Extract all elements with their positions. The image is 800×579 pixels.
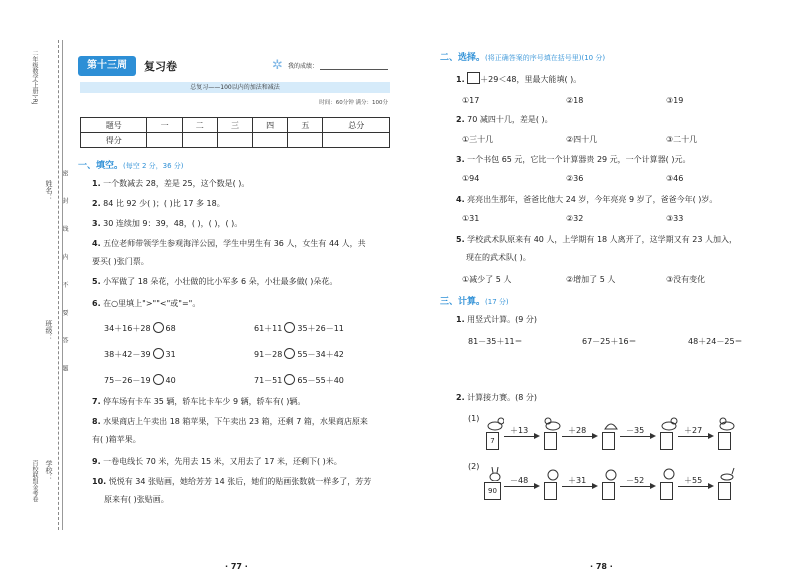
- relay-arrow: [620, 486, 652, 487]
- question-number: 2.: [92, 199, 101, 208]
- question-2: [92, 198, 225, 210]
- arrowhead-icon: [650, 483, 656, 489]
- margin-name-label: 姓名：: [45, 180, 53, 201]
- question-number: 1.: [456, 75, 465, 84]
- option[interactable]: ②36: [566, 174, 584, 183]
- score-input-cell[interactable]: [147, 133, 182, 148]
- monkey-icon: [660, 466, 678, 480]
- relay-op: ＋13: [510, 426, 529, 435]
- question-7: [92, 396, 305, 408]
- vertical-calc-item[interactable]: 48＋24－25＝: [688, 337, 743, 346]
- option[interactable]: ②18: [566, 96, 584, 105]
- margin-school-label: 学校：: [45, 460, 53, 481]
- question-number: 8.: [92, 417, 101, 426]
- animal-icon: [486, 416, 504, 430]
- vertical-calc-item[interactable]: 67－25＋16＝: [582, 337, 637, 346]
- option[interactable]: ③19: [666, 96, 684, 105]
- animal-icon: [660, 416, 678, 430]
- relay-arrow: [678, 436, 710, 437]
- option[interactable]: ③二十几: [666, 135, 698, 144]
- star-icon: ✲: [272, 58, 283, 73]
- question-number: 5.: [456, 235, 465, 244]
- question-number: 6.: [92, 299, 101, 308]
- relay-answer-box[interactable]: [602, 482, 615, 500]
- question-text: 用竖式计算。(9 分): [467, 315, 538, 324]
- relay-start-box: 90: [484, 482, 501, 500]
- question-text: 要买( )张门票。: [92, 257, 149, 266]
- margin-bottom-label: 百校联盟金考卷: [31, 460, 38, 502]
- relay-label: (2): [468, 462, 480, 471]
- relay-arrow: [562, 436, 594, 437]
- choice-question-5: [456, 234, 737, 246]
- rabbit-icon: [486, 466, 504, 480]
- arrowhead-icon: [708, 483, 714, 489]
- week-badge: 第十三周: [78, 56, 136, 76]
- compare-row: [254, 374, 344, 386]
- score-input-cell[interactable]: [323, 133, 390, 148]
- compare-expr: 55－34＋42: [297, 350, 344, 359]
- calc-question-2: [456, 392, 537, 404]
- section-note: (将正确答案的序号填在括号里)(10 分): [485, 54, 606, 62]
- compare-expr: 34＋16＋28: [104, 324, 151, 333]
- question-number: 2.: [456, 393, 465, 402]
- page-number: · 77 ·: [225, 562, 248, 571]
- question-text: ＋29＜48，里最大能填( )。: [480, 75, 582, 84]
- table-cell: 五: [288, 118, 323, 133]
- margin-grade-label: 二年级数学(上册)·RJ: [31, 50, 38, 105]
- compare-circle[interactable]: [284, 322, 295, 333]
- question-9: [92, 456, 342, 468]
- right-page: [400, 0, 800, 579]
- section-fill-blank-heading: [78, 158, 184, 171]
- question-text: 停车场有卡车 35 辆，轿车比卡车少 9 辆，轿车有( )辆。: [103, 397, 306, 406]
- grade-blank[interactable]: [320, 69, 388, 70]
- question-number: 4.: [456, 195, 465, 204]
- choice-question-5-cont: [466, 252, 531, 264]
- question-text: 一卷电线长 70 米，先用去 15 米，又用去了 17 米，还剩下( )米。: [103, 457, 342, 466]
- section-note: (每空 2 分，36 分): [123, 162, 184, 170]
- table-cell: 四: [253, 118, 288, 133]
- cat-icon: [544, 466, 562, 480]
- score-input-cell[interactable]: [182, 133, 217, 148]
- table-cell: 得分: [81, 133, 147, 148]
- relay-answer-box[interactable]: [718, 482, 731, 500]
- compare-expr: 40: [165, 376, 176, 385]
- relay-arrow: [504, 436, 536, 437]
- compare-expr: 68: [165, 324, 176, 333]
- vertical-calc-item[interactable]: 81－35＋11＝: [468, 337, 523, 346]
- question-number: 4.: [92, 239, 101, 248]
- question-number: 5.: [92, 277, 101, 286]
- question-number: 2.: [456, 115, 465, 124]
- choice-question-4: [456, 194, 717, 206]
- table-cell: 三: [217, 118, 252, 133]
- compare-circle[interactable]: [284, 348, 295, 359]
- question-number: 3.: [456, 155, 465, 164]
- compare-row: [104, 322, 176, 334]
- score-table-header-row: [81, 118, 390, 133]
- compare-row: [254, 348, 344, 360]
- question-number: 1.: [92, 179, 101, 188]
- question-8-cont: [92, 434, 141, 446]
- grade-label: 我的成绩：: [288, 63, 319, 70]
- time-info: 时间：60分钟 满分：100分: [319, 100, 388, 106]
- arrowhead-icon: [708, 433, 714, 439]
- compare-expr: 61＋11: [254, 324, 283, 333]
- page-number: · 78 ·: [590, 562, 613, 571]
- question-10-cont: [104, 494, 169, 506]
- compare-expr: 38＋42－39: [104, 350, 151, 359]
- arrowhead-icon: [534, 433, 540, 439]
- question-8: [92, 416, 368, 428]
- compare-row: [104, 348, 176, 360]
- page-title: 复习卷: [144, 60, 177, 73]
- question-text: 小军做了 18 朵花，小壮做的比小军多 6 朵，小壮最多做( )朵花。: [103, 277, 338, 286]
- question-3: [92, 218, 242, 230]
- question-number: 9.: [92, 457, 101, 466]
- arrowhead-icon: [592, 433, 598, 439]
- compare-circle[interactable]: [153, 374, 164, 385]
- option[interactable]: ①减少了 5 人: [462, 275, 512, 284]
- relay-answer-box[interactable]: [660, 432, 673, 450]
- question-text: 原来有( )张贴画。: [104, 495, 169, 504]
- option[interactable]: ②32: [566, 214, 584, 223]
- relay-arrow: [562, 486, 594, 487]
- seal-dashed-line: [58, 40, 59, 530]
- section-title: 三、计算。: [440, 297, 486, 307]
- page-header: [78, 52, 390, 82]
- relay-answer-box[interactable]: [544, 482, 557, 500]
- table-cell: 总分: [323, 118, 390, 133]
- question-text: 学校武术队原来有 40 人，上学期有 18 人离开了，这学期又有 23 人加入，: [467, 235, 737, 244]
- compare-expr: 31: [165, 350, 176, 359]
- option[interactable]: ②四十几: [566, 135, 598, 144]
- arrowhead-icon: [650, 433, 656, 439]
- deer-icon: [718, 466, 736, 480]
- question-number: 1.: [456, 315, 465, 324]
- calc-question-1: [456, 314, 537, 326]
- animal-icon: [544, 416, 562, 430]
- section-calc-heading: [440, 294, 509, 307]
- section-title: 一、填空。: [78, 161, 124, 171]
- choice-question-2: [456, 114, 553, 126]
- question-5: [92, 276, 337, 288]
- question-text: 计算接力赛。(8 分): [467, 393, 538, 402]
- relay-start-box: 7: [486, 432, 499, 450]
- question-text: 水果商店上午卖出 18 箱苹果，下午卖出 23 箱，还剩 7 箱，水果商店原来: [103, 417, 368, 426]
- relay-answer-box[interactable]: [718, 432, 731, 450]
- question-4-cont: [92, 256, 149, 268]
- option[interactable]: ③没有变化: [666, 275, 706, 284]
- score-table-score-row: [81, 133, 390, 148]
- option[interactable]: ①31: [462, 214, 480, 223]
- question-6: [92, 298, 200, 310]
- question-text: 在○里填上">""<"或"="。: [103, 299, 201, 308]
- question-text: 70 减四十几，差是( )。: [467, 115, 553, 124]
- compare-row: [254, 322, 344, 334]
- relay-op: ＋31: [568, 476, 587, 485]
- option[interactable]: ②增加了 5 人: [566, 275, 616, 284]
- choice-question-1: [456, 72, 581, 86]
- binding-margin: [0, 40, 68, 540]
- seal-solid-line: [62, 40, 63, 530]
- seal-line-text: 密 封 线 内 不 要 答 题: [61, 170, 68, 382]
- animal-icon: [718, 416, 736, 430]
- relay-answer-box[interactable]: [660, 482, 673, 500]
- table-cell: 一: [147, 118, 182, 133]
- option[interactable]: ①17: [462, 96, 480, 105]
- option[interactable]: ①三十几: [462, 135, 494, 144]
- question-1: [92, 178, 249, 190]
- question-number: 7.: [92, 397, 101, 406]
- relay-op: ＋27: [684, 426, 703, 435]
- relay-arrow: [620, 436, 652, 437]
- score-table: [80, 117, 390, 148]
- score-input-cell[interactable]: [288, 133, 323, 148]
- question-text: 84 比 92 少( )；( )比 17 多 18。: [103, 199, 225, 208]
- relay-answer-box[interactable]: [544, 432, 557, 450]
- option[interactable]: ③33: [666, 214, 684, 223]
- question-number: 3.: [92, 219, 101, 228]
- animal-icon: [602, 466, 620, 480]
- question-text: 悦悦有 34 张贴画，她给芳芳 14 张后，她们的贴画张数就一样多了，芳芳: [108, 477, 372, 486]
- section-title: 二、选择。: [440, 53, 486, 63]
- relay-op: －48: [510, 476, 529, 485]
- option[interactable]: ③46: [666, 174, 684, 183]
- answer-box[interactable]: [467, 72, 480, 84]
- option[interactable]: ①94: [462, 174, 480, 183]
- compare-circle[interactable]: [153, 348, 164, 359]
- margin-class-label: 班级：: [45, 320, 53, 341]
- question-4: [92, 238, 366, 250]
- relay-op: ＋28: [568, 426, 587, 435]
- question-text: 一个数减去 28，差是 25，这个数是( )。: [103, 179, 250, 188]
- compare-expr: 91－28: [254, 350, 283, 359]
- question-text: 五位老师带领学生参观海洋公园，学生中男生有 36 人，女生有 44 人，共: [103, 239, 366, 248]
- score-input-cell[interactable]: [253, 133, 288, 148]
- question-text: 一个书包 65 元，它比一个计算器贵 29 元，一个计算器( )元。: [467, 155, 691, 164]
- arrowhead-icon: [592, 483, 598, 489]
- relay-arrow: [678, 486, 710, 487]
- rooster-icon: [602, 416, 620, 430]
- question-text: 亮亮出生那年，爸爸比他大 24 岁，今年亮亮 9 岁了，爸爸今年( )岁。: [467, 195, 718, 204]
- question-text: 有( )箱苹果。: [92, 435, 141, 444]
- question-number: 10.: [92, 477, 107, 486]
- compare-circle[interactable]: [284, 374, 295, 385]
- relay-answer-box[interactable]: [602, 432, 615, 450]
- relay-op: ＋55: [684, 476, 703, 485]
- table-cell: 二: [182, 118, 217, 133]
- table-cell: 题号: [81, 118, 147, 133]
- question-text: 30 连续加 9：39，48，( )，( )，( )。: [103, 219, 243, 228]
- relay-label: (1): [468, 414, 480, 423]
- compare-expr: 71－51: [254, 376, 283, 385]
- compare-expr: 35＋26－11: [297, 324, 344, 333]
- question-text: 现在的武术队( )。: [466, 253, 531, 262]
- compare-expr: 75－26－19: [104, 376, 151, 385]
- compare-expr: 65－55＋40: [297, 376, 344, 385]
- relay-arrow: [504, 486, 536, 487]
- relay-op: －35: [626, 426, 645, 435]
- subtitle-bar: 总复习——100以内的加法和减法: [80, 82, 390, 93]
- compare-row: [104, 374, 176, 386]
- score-input-cell[interactable]: [217, 133, 252, 148]
- relay-op: －52: [626, 476, 645, 485]
- section-note: (17 分): [485, 298, 509, 306]
- section-choice-heading: [440, 50, 605, 63]
- arrowhead-icon: [534, 483, 540, 489]
- question-10: [92, 476, 371, 488]
- choice-question-3: [456, 154, 690, 166]
- compare-circle[interactable]: [153, 322, 164, 333]
